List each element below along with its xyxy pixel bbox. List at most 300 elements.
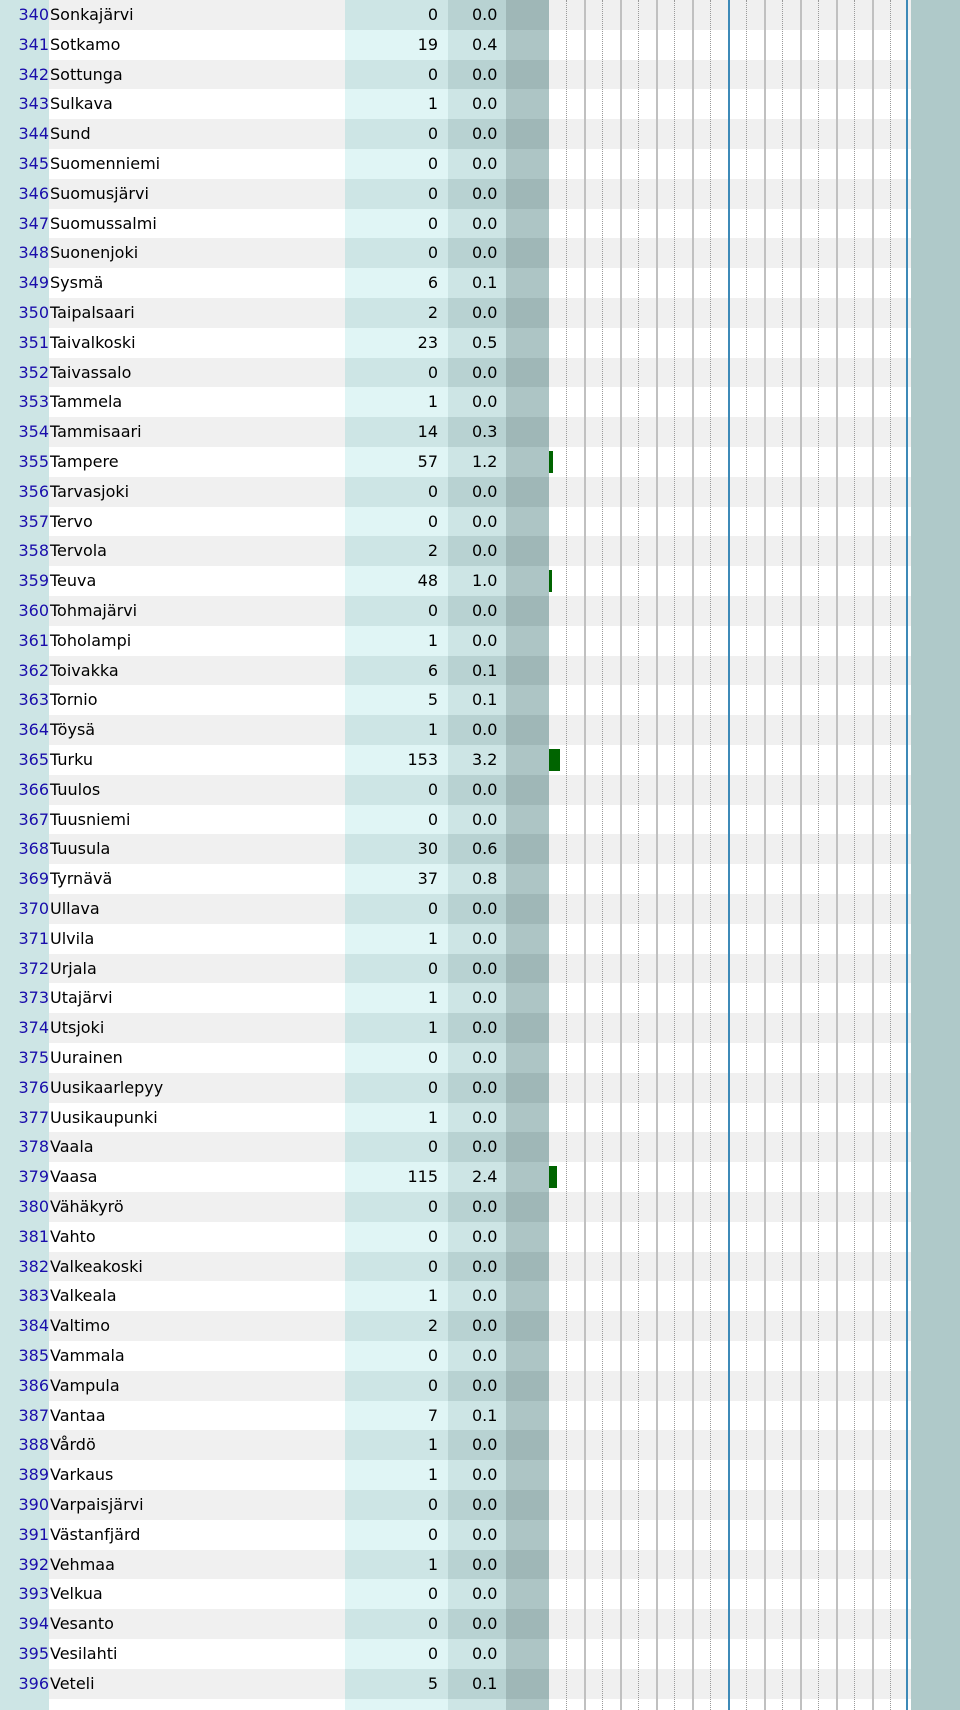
count-cell [345, 894, 448, 924]
spacer-cell [506, 209, 549, 239]
percent-cell [448, 566, 506, 596]
spacer-cell [506, 775, 549, 805]
bar-cell [549, 268, 911, 298]
row-number-link[interactable]: 365 [18, 750, 49, 769]
percent-value: 0.0 [472, 1077, 498, 1097]
tail-cell [911, 626, 960, 656]
table-row [0, 954, 960, 984]
table-row [0, 298, 960, 328]
count-cell [345, 1103, 448, 1133]
spacer-cell [506, 30, 549, 60]
count-value: 0 [427, 1495, 438, 1514]
percent-cell [448, 1222, 506, 1252]
spacer-cell [506, 745, 549, 775]
tail-cell [911, 328, 960, 358]
table-row [0, 775, 960, 805]
row-number-link[interactable]: 344 [18, 124, 49, 144]
municipality-name: Vårdö [49, 1430, 346, 1460]
table-row [0, 0, 960, 30]
row-number-cell [0, 1460, 49, 1490]
percent-value: 0.0 [472, 1524, 498, 1544]
row-number-cell [0, 417, 49, 447]
row-number-link[interactable]: 370 [18, 899, 49, 918]
row-number-cell [0, 1281, 49, 1311]
municipality-name: Taivalkoski [49, 328, 346, 358]
tail-cell [911, 238, 960, 268]
chart-gridline [836, 0, 838, 1710]
count-cell [345, 30, 448, 60]
municipality-name: Vaala [49, 1132, 346, 1162]
row-number-link[interactable]: 395 [18, 1644, 49, 1663]
row-number-link[interactable]: 356 [18, 481, 49, 501]
count-cell [345, 179, 448, 209]
bar-cell [549, 715, 911, 745]
row-number-cell [0, 954, 49, 984]
bar-cell [549, 1579, 911, 1609]
percent-cell [448, 1639, 506, 1669]
percent-cell [448, 1490, 506, 1520]
percent-cell [448, 447, 506, 477]
row-number-link[interactable]: 374 [18, 1018, 49, 1038]
table-row [0, 209, 960, 239]
percent-cell [448, 328, 506, 358]
table-row [0, 626, 960, 656]
row-number-link[interactable]: 341 [18, 34, 49, 54]
percent-value: 0.0 [472, 5, 498, 24]
municipality-name: Turku [49, 745, 346, 775]
bar-cell [549, 1192, 911, 1222]
count-value: 0 [427, 213, 438, 233]
table-row [0, 417, 960, 447]
count-value: 115 [407, 1167, 438, 1187]
count-cell [345, 89, 448, 119]
row-number-link[interactable]: 393 [18, 1584, 49, 1604]
percent-cell [448, 507, 506, 537]
percent-cell [448, 387, 506, 417]
row-number-link[interactable]: 376 [18, 1077, 49, 1097]
row-number-link[interactable]: 357 [18, 511, 49, 531]
percent-value: 2.4 [472, 1167, 498, 1187]
municipality-name: Toholampi [49, 626, 346, 656]
count-value: 30 [417, 839, 438, 859]
municipality-name: Vähäkyrö [49, 1192, 346, 1222]
row-number-link[interactable]: 390 [18, 1495, 49, 1514]
row-number-cell [0, 566, 49, 596]
percent-cell [448, 1520, 506, 1550]
tail-cell [911, 536, 960, 566]
percent-value: 0.0 [472, 94, 498, 114]
count-value: 0 [427, 64, 438, 84]
row-number-link[interactable]: 348 [18, 243, 49, 263]
bar-cell [549, 775, 911, 805]
row-number-cell [0, 1371, 49, 1401]
tail-cell [911, 1281, 960, 1311]
row-number-link[interactable]: 367 [18, 809, 49, 829]
count-cell [345, 1162, 448, 1192]
row-number-cell [0, 864, 49, 894]
row-number-link[interactable]: 366 [18, 779, 49, 799]
municipality-name: Tohmajärvi [49, 596, 346, 626]
row-number-link[interactable]: 389 [18, 1465, 49, 1485]
tail-cell [911, 0, 960, 30]
bar-cell [549, 0, 911, 30]
percent-cell [448, 358, 506, 388]
bar-cell [549, 1281, 911, 1311]
percent-value: 0.0 [472, 1018, 498, 1038]
tail-cell [911, 1162, 960, 1192]
municipality-name: Tammisaari [49, 417, 346, 447]
spacer-cell [506, 834, 549, 864]
row-number-link[interactable]: 343 [18, 94, 49, 114]
percent-value: 0.0 [472, 1644, 498, 1663]
bar-cell [549, 1132, 911, 1162]
bar-cell [549, 954, 911, 984]
row-number-link[interactable]: 369 [18, 869, 49, 889]
municipality-name: Sottunga [49, 60, 346, 90]
spacer-cell [506, 1371, 549, 1401]
tail-cell [911, 298, 960, 328]
row-number-link[interactable]: 385 [18, 1346, 49, 1365]
chart-gridline [692, 0, 694, 1710]
row-number-link[interactable]: 372 [18, 958, 49, 978]
tail-cell [911, 447, 960, 477]
row-number-link[interactable]: 353 [18, 392, 49, 412]
bar-cell [549, 387, 911, 417]
row-number-link[interactable]: 364 [18, 720, 49, 740]
row-number-link[interactable]: 384 [18, 1316, 49, 1336]
row-number-link[interactable]: 358 [18, 541, 49, 561]
spacer-cell [506, 1550, 549, 1580]
count-cell [345, 1132, 448, 1162]
spacer-cell [506, 507, 549, 537]
row-number-cell [0, 596, 49, 626]
tail-cell [911, 30, 960, 60]
count-cell [345, 1311, 448, 1341]
percent-value: 0.0 [472, 183, 498, 203]
tail-cell [911, 1341, 960, 1371]
count-value: 0 [427, 779, 438, 799]
count-cell [345, 238, 448, 268]
percent-cell [448, 89, 506, 119]
row-number-link[interactable]: 386 [18, 1375, 49, 1395]
spacer-cell [506, 328, 549, 358]
municipality-name: Vehmaa [49, 1550, 346, 1580]
spacer-cell [506, 1311, 549, 1341]
row-number-link[interactable]: 378 [18, 1137, 49, 1157]
municipality-name: Sonkajärvi [49, 0, 346, 30]
count-cell [345, 685, 448, 715]
row-number-cell [0, 1639, 49, 1669]
tail-cell [911, 1252, 960, 1282]
tail-cell [911, 894, 960, 924]
percent-cell [448, 119, 506, 149]
row-number-link[interactable]: 368 [18, 839, 49, 859]
percent-value: 0.0 [472, 779, 498, 799]
tail-cell [911, 477, 960, 507]
tail-cell [911, 1371, 960, 1401]
count-cell [345, 209, 448, 239]
count-value: 6 [427, 273, 438, 293]
row-number-cell [0, 1341, 49, 1371]
count-value: 1 [427, 988, 438, 1008]
municipality-name: Taivassalo [49, 358, 346, 388]
municipality-name: Taipalsaari [49, 298, 346, 328]
bar-cell [549, 1252, 911, 1282]
bar-cell [549, 1013, 911, 1043]
row-number-cell [0, 1550, 49, 1580]
municipality-name: Valkeakoski [49, 1252, 346, 1282]
percent-value: 0.0 [472, 1554, 498, 1574]
percent-bar [549, 1166, 557, 1188]
table-row [0, 1460, 960, 1490]
table-row [0, 1371, 960, 1401]
row-number-link[interactable]: 363 [18, 690, 49, 710]
row-number-cell [0, 1162, 49, 1192]
municipality-name: Tuusniemi [49, 805, 346, 835]
row-number-link[interactable]: 347 [18, 213, 49, 233]
bar-cell [549, 179, 911, 209]
row-number-link[interactable]: 355 [18, 452, 49, 471]
percent-cell [448, 477, 506, 507]
count-cell [345, 447, 448, 477]
row-number-link[interactable]: 354 [18, 422, 49, 442]
chart-gridline [710, 0, 711, 1710]
count-cell [345, 1281, 448, 1311]
table-row [0, 745, 960, 775]
row-number-link[interactable]: 362 [18, 660, 49, 680]
spacer-cell [506, 387, 549, 417]
percent-cell [448, 1103, 506, 1133]
row-number-link[interactable]: 360 [18, 601, 49, 620]
bar-cell [549, 1520, 911, 1550]
row-number-link[interactable]: 391 [18, 1524, 49, 1544]
tail-cell [911, 864, 960, 894]
percent-cell [448, 1252, 506, 1282]
table-row [0, 1579, 960, 1609]
percent-value: 0.0 [472, 1346, 498, 1365]
spacer-cell [506, 1609, 549, 1639]
footer-column-bg [0, 1699, 49, 1710]
percent-value: 0.0 [472, 1286, 498, 1306]
chart-gridline [782, 0, 783, 1710]
row-number-link[interactable]: 349 [18, 273, 49, 293]
chart-gridline [566, 0, 567, 1710]
municipality-name: Valkeala [49, 1281, 346, 1311]
tail-cell [911, 715, 960, 745]
bar-cell [549, 626, 911, 656]
bar-cell [549, 358, 911, 388]
percent-value: 0.0 [472, 809, 498, 829]
bar-cell [549, 1371, 911, 1401]
count-cell [345, 1430, 448, 1460]
row-number-link[interactable]: 380 [18, 1197, 49, 1216]
row-number-link[interactable]: 388 [18, 1435, 49, 1455]
count-cell [345, 268, 448, 298]
spacer-cell [506, 477, 549, 507]
count-cell [345, 1490, 448, 1520]
tail-cell [911, 1550, 960, 1580]
table-row [0, 536, 960, 566]
count-value: 153 [407, 750, 438, 769]
row-number-link[interactable]: 350 [18, 303, 49, 322]
count-cell [345, 1222, 448, 1252]
row-number-link[interactable]: 351 [18, 332, 49, 352]
spacer-cell [506, 0, 549, 30]
spacer-cell [506, 1162, 549, 1192]
row-number-cell [0, 387, 49, 417]
row-number-link[interactable]: 396 [18, 1673, 49, 1693]
count-cell [345, 954, 448, 984]
count-cell [345, 328, 448, 358]
row-number-cell [0, 89, 49, 119]
row-number-link[interactable]: 345 [18, 154, 49, 173]
percent-cell [448, 1132, 506, 1162]
bar-cell [549, 1490, 911, 1520]
count-value: 0 [427, 124, 438, 144]
municipality-name: Vantaa [49, 1401, 346, 1431]
spacer-cell [506, 1281, 549, 1311]
count-value: 0 [427, 1614, 438, 1634]
table-row [0, 477, 960, 507]
count-value: 1 [427, 1435, 438, 1455]
spacer-cell [506, 149, 549, 179]
bar-cell [549, 1341, 911, 1371]
count-cell [345, 834, 448, 864]
percent-value: 1.2 [472, 452, 498, 471]
row-number-cell [0, 1073, 49, 1103]
table-row [0, 1550, 960, 1580]
row-number-link[interactable]: 346 [18, 183, 49, 203]
footer-column-bg [911, 1699, 960, 1710]
tail-cell [911, 1639, 960, 1669]
row-number-link[interactable]: 342 [18, 64, 49, 84]
row-number-cell [0, 924, 49, 954]
percent-cell [448, 715, 506, 745]
row-number-cell [0, 238, 49, 268]
row-number-cell [0, 1132, 49, 1162]
percent-value: 1.0 [472, 571, 498, 591]
percent-value: 0.0 [472, 899, 498, 918]
count-value: 37 [417, 869, 438, 889]
row-number-link[interactable]: 373 [18, 988, 49, 1008]
table-row [0, 238, 960, 268]
tail-cell [911, 656, 960, 686]
municipality-name: Urjala [49, 954, 346, 984]
row-number-cell [0, 358, 49, 388]
percent-cell [448, 656, 506, 686]
spacer-cell [506, 1669, 549, 1699]
row-number-link[interactable]: 371 [18, 928, 49, 948]
spacer-cell [506, 1401, 549, 1431]
tail-cell [911, 745, 960, 775]
tail-cell [911, 358, 960, 388]
count-value: 0 [427, 1048, 438, 1067]
municipality-name: Varpaisjärvi [49, 1490, 346, 1520]
tail-cell [911, 954, 960, 984]
row-number-link[interactable]: 352 [18, 362, 49, 382]
row-number-cell [0, 1401, 49, 1431]
count-cell [345, 1609, 448, 1639]
count-value: 48 [417, 571, 438, 591]
spacer-cell [506, 417, 549, 447]
spacer-cell [506, 238, 549, 268]
row-number-link[interactable]: 394 [18, 1614, 49, 1634]
municipality-name: Tornio [49, 685, 346, 715]
count-value: 0 [427, 5, 438, 24]
percent-value: 0.0 [472, 1107, 498, 1127]
row-number-link[interactable]: 379 [18, 1167, 49, 1187]
table-row [0, 864, 960, 894]
row-number-cell [0, 1013, 49, 1043]
row-number-link[interactable]: 381 [18, 1226, 49, 1246]
percent-value: 0.0 [472, 511, 498, 531]
spacer-cell [506, 60, 549, 90]
row-number-link[interactable]: 387 [18, 1405, 49, 1425]
row-number-link[interactable]: 359 [18, 571, 49, 591]
chart-gridline [890, 0, 891, 1710]
tail-cell [911, 387, 960, 417]
count-cell [345, 1013, 448, 1043]
row-number-link[interactable]: 375 [18, 1048, 49, 1067]
table-row [0, 1192, 960, 1222]
count-cell [345, 715, 448, 745]
row-number-cell [0, 1252, 49, 1282]
percent-cell [448, 1460, 506, 1490]
municipality-name: Ullava [49, 894, 346, 924]
spacer-cell [506, 1103, 549, 1133]
municipality-name: Utsjoki [49, 1013, 346, 1043]
chart-gridline [906, 0, 908, 1710]
count-cell [345, 1252, 448, 1282]
row-number-link[interactable]: 340 [18, 5, 49, 24]
row-number-link[interactable]: 361 [18, 630, 49, 650]
row-number-link[interactable]: 382 [18, 1256, 49, 1276]
percent-cell [448, 238, 506, 268]
count-value: 57 [417, 452, 438, 471]
row-number-link[interactable]: 377 [18, 1107, 49, 1127]
percent-value: 0.0 [472, 1375, 498, 1395]
count-cell [345, 119, 448, 149]
percent-cell [448, 805, 506, 835]
bar-cell [549, 1639, 911, 1669]
row-number-cell [0, 1311, 49, 1341]
row-number-cell [0, 805, 49, 835]
spacer-cell [506, 1073, 549, 1103]
row-number-cell [0, 685, 49, 715]
percent-cell [448, 1401, 506, 1431]
municipality-name: Vesilahti [49, 1639, 346, 1669]
table-footer-space [0, 1699, 960, 1710]
count-value: 5 [427, 690, 438, 710]
count-value: 0 [427, 1197, 438, 1216]
row-number-link[interactable]: 383 [18, 1286, 49, 1306]
percent-value: 0.1 [472, 1405, 498, 1425]
spacer-cell [506, 119, 549, 149]
table-row [0, 834, 960, 864]
count-value: 0 [427, 958, 438, 978]
percent-bar [549, 451, 553, 473]
bar-cell [549, 1311, 911, 1341]
row-number-link[interactable]: 392 [18, 1554, 49, 1574]
spacer-cell [506, 924, 549, 954]
count-cell [345, 626, 448, 656]
bar-cell [549, 238, 911, 268]
table-row [0, 1609, 960, 1639]
bar-cell [549, 209, 911, 239]
tail-cell [911, 1430, 960, 1460]
percent-value: 0.5 [472, 332, 498, 352]
footer-column-bg [506, 1699, 549, 1710]
